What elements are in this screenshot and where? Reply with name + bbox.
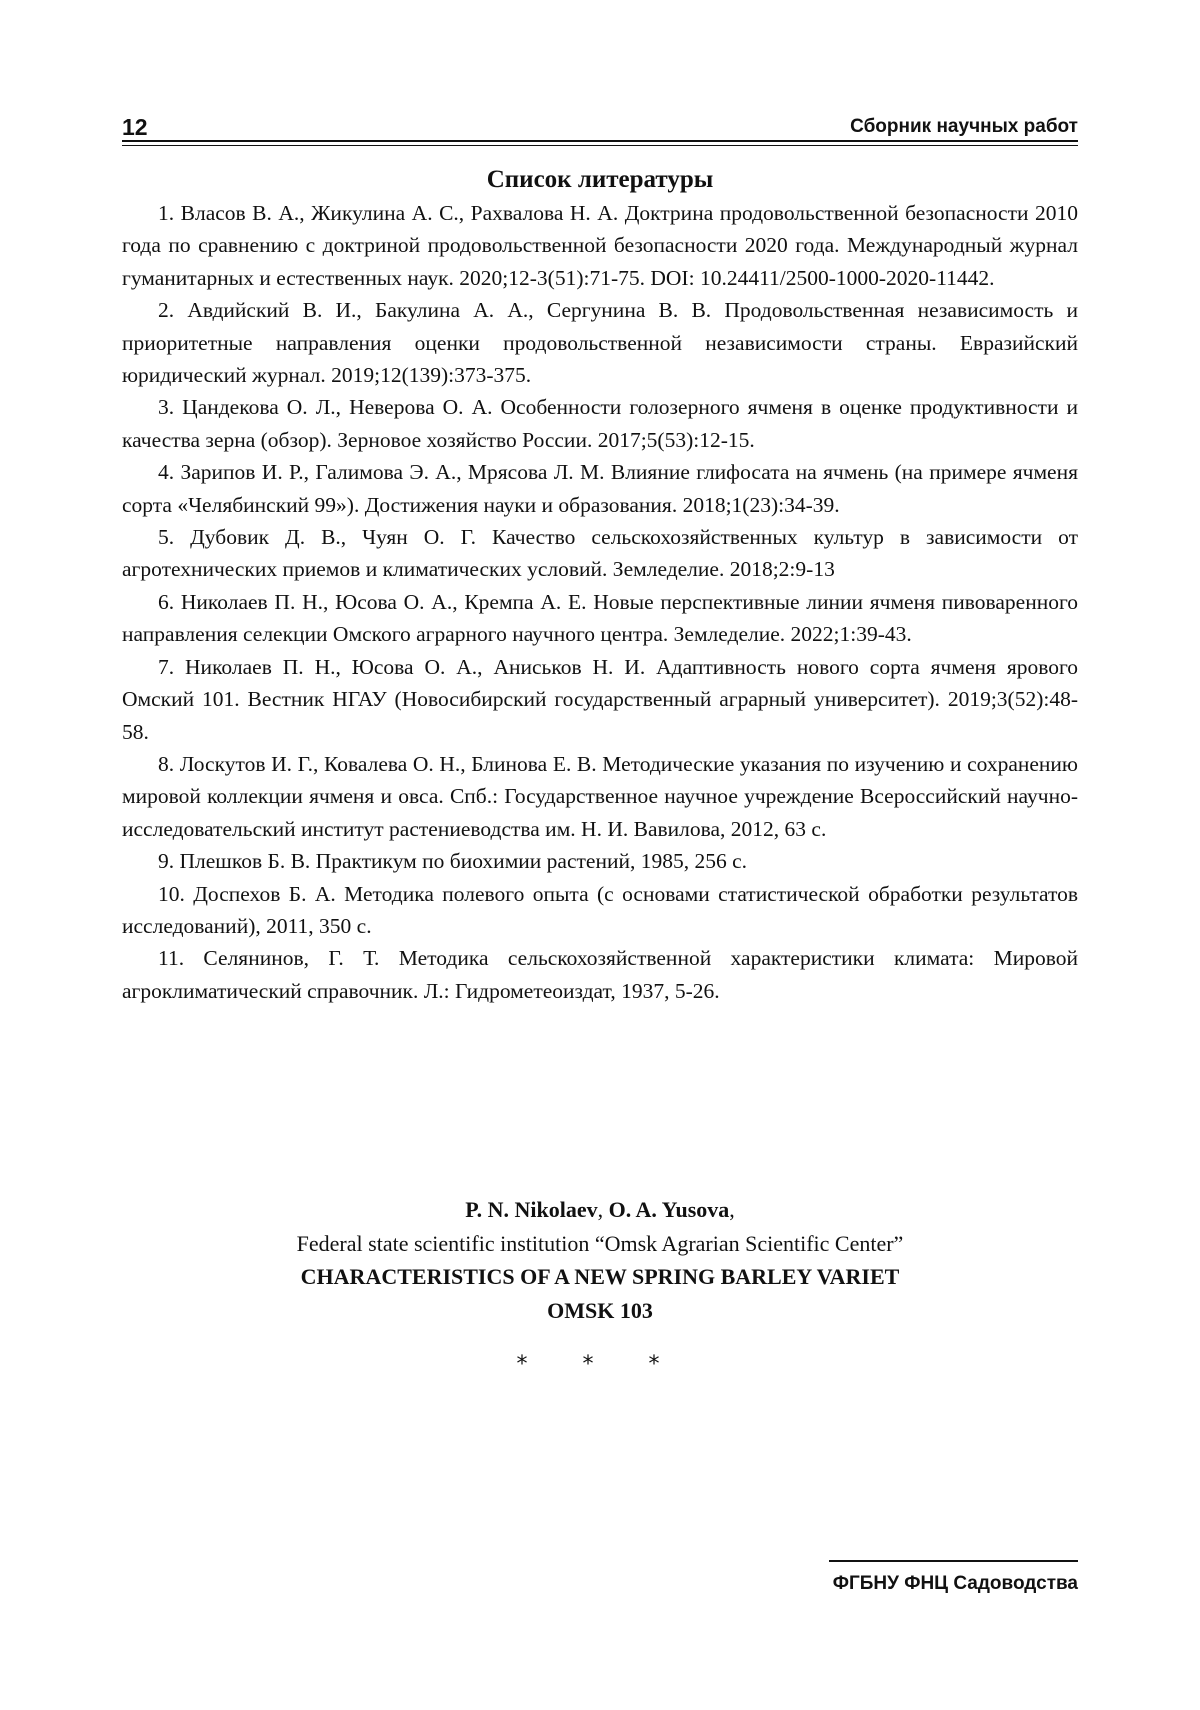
reference-item: 2. Авдийский В. И., Бакулина А. А., Сергунина В. В. Продовольственная независимость и приоритетные направления оценки продовольственной независимости страны. Евразийский юридический журнал. 2019;12(139):373-375.	[122, 298, 1078, 388]
english-abstract	[122, 1193, 1078, 1327]
reference-item: 5. Дубовик Д. В., Чуян О. Г. Качество сельскохозяйственных культур в зависимости от агротехнических приемов и климатических условий. Земледелие. 2018;2:9-13	[122, 525, 1078, 582]
author-name: O. A. Yusova	[608, 1197, 730, 1222]
header-rule	[122, 140, 1078, 142]
reference-item: 6. Николаев П. Н., Юсова О. А., Кремпа А. Е. Новые перспективные линии ячменя пивоваренного направления селекции Омского аграрного научного центра. Земледелие. 2022;1:39-43.	[122, 589, 1078, 647]
reference-item: 9. Плешков Б. В. Практикум по биохимии растений, 1985, 256 с.	[158, 849, 748, 874]
references-section	[122, 163, 1078, 1007]
reference-item: 4. Зарипов И. Р., Галимова Э. А., Мрясова Л. М. Влияние глифосата на ячмень (на примере ячменя сорта «Челябинский 99»). Достижения науки и образования. 2018;1(23):34-39.	[122, 460, 1078, 517]
authors-line	[122, 1193, 1078, 1227]
header-rule-thin	[122, 145, 1078, 146]
footer-rule	[829, 1560, 1078, 1562]
article-title: CHARACTERISTICS OF A NEW SPRING BARLEY VARIET	[300, 1264, 900, 1289]
reference-item: 11. Селянинов, Г. Т. Методика сельскохозяйственной характеристики климата: Мировой агроклиматический справочник. Л.: Гидрометеоиздат, 1937, 5-26.	[122, 946, 1078, 1003]
running-header	[122, 110, 1078, 142]
reference-item: 10. Доспехов Б. А. Методика полевого опыта (с основами статистической обработки результатов исследований), 2011, 350 с.	[122, 881, 1078, 938]
page-number: 12	[122, 114, 148, 140]
footer-organization: ФГБНУ ФНЦ Садоводства	[832, 1573, 1078, 1594]
collection-title: Сборник научных работ	[850, 116, 1078, 137]
article-title-continued: OMSK 103	[547, 1297, 653, 1323]
references-title: Список литературы	[486, 166, 714, 193]
author-name: P. N. Nikolaev	[465, 1197, 598, 1222]
section-separator: * * *	[516, 1352, 684, 1377]
reference-item: 7. Николаев П. Н., Юсова О. А., Аниськов Н. И. Адаптивность нового сорта ячменя ярового Омский 101. Вестник НГАУ (Новосибирский государственный аграрный университет). 2019;3(52):48-58.	[122, 654, 1078, 744]
institution: Federal state scientific institution “Omsk Agrarian Scientific Center”	[296, 1230, 904, 1256]
reference-item: 8. Лоскутов И. Г., Ковалева О. Н., Блинова Е. В. Методические указания по изучению и сохранению мировой коллекции ячменя и овса. Спб.: Государственное научное учреждение Всероссийский научно-исследовательский институт растениеводства им. Н. И. Вавилова, 2012, 63 с.	[122, 751, 1078, 841]
reference-item: 3. Цандекова О. Л., Неверова О. А. Особенности голозерного ячменя в оценке продуктивности и качества зерна (обзор). Зерновое хозяйство России. 2017;5(53):12-15.	[122, 395, 1078, 452]
reference-item: 1. Власов В. А., Жикулина А. С., Рахвалова Н. А. Доктрина продовольственной безопасности 2010 года по сравнению с доктриной продовольственной безопасности 2020 года. Международный журнал гуманитарных и естественных наук. 2020;12-3(51):71-75. DOI: 10.24411/2500-1000-2020-11442.	[122, 201, 1078, 290]
author-separator: ,	[597, 1197, 609, 1222]
author-separator: ,	[729, 1197, 735, 1222]
